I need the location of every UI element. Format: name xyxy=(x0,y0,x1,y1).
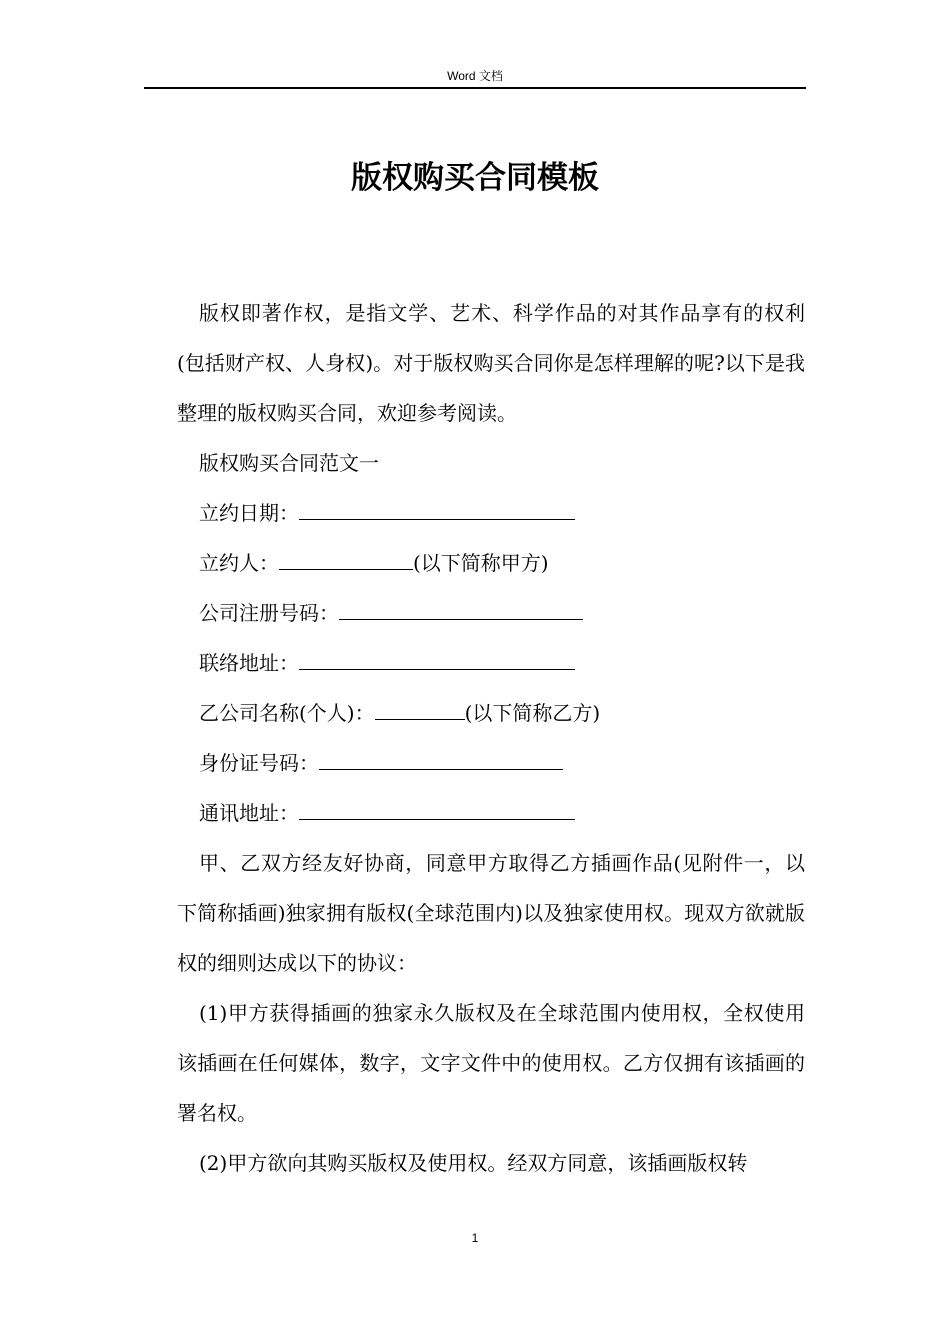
fill-in-blank[interactable] xyxy=(299,801,575,820)
document-title: 版权购买合同模板 xyxy=(351,160,599,196)
field-label: 通讯地址： xyxy=(199,801,299,825)
field-suffix: (以下简称乙方) xyxy=(464,701,601,725)
field-party-a xyxy=(177,538,805,588)
field-label: 联络地址： xyxy=(199,651,299,675)
field-party-b-name xyxy=(177,688,805,738)
intro-paragraph: 版权即著作权，是指文学、艺术、科学作品的对其作品享有的权利(包括财产权、人身权)。对于版权购买合同你是怎样理解的呢?以下是我整理的版权购买合同，欢迎参考阅读。 xyxy=(177,301,805,425)
field-mailing-address xyxy=(177,788,805,838)
clause-2: (2)甲方欲向其购买版权及使用权。经双方同意，该插画版权转 xyxy=(199,1151,748,1175)
page-header-label: Word 文档 xyxy=(447,69,503,83)
field-label: 立约日期： xyxy=(199,501,299,525)
clause-1: (1)甲方获得插画的独家永久版权及在全球范围内使用权，全权使用该插画在任何媒体，数字，文字文件中的使用权。乙方仅拥有该插画的署名权。 xyxy=(177,1001,805,1125)
field-label: 身份证号码： xyxy=(199,751,319,775)
fill-in-blank[interactable] xyxy=(279,551,413,570)
fill-in-blank[interactable] xyxy=(339,601,583,620)
field-contract-date xyxy=(177,488,805,538)
field-contact-address xyxy=(177,638,805,688)
fill-in-blank[interactable] xyxy=(299,501,575,520)
fill-in-blank[interactable] xyxy=(375,701,465,720)
field-label: 公司注册号码： xyxy=(199,601,339,625)
fill-in-blank[interactable] xyxy=(299,651,575,670)
section-heading: 版权购买合同范文一 xyxy=(199,451,379,475)
field-id-number xyxy=(177,738,805,788)
field-company-registration xyxy=(177,588,805,638)
field-label: 立约人： xyxy=(199,551,279,575)
header-divider xyxy=(144,87,806,89)
field-label: 乙公司名称(个人)： xyxy=(199,701,375,725)
field-suffix: (以下简称甲方) xyxy=(413,551,549,575)
document-body xyxy=(177,288,805,1188)
agreement-intro-paragraph: 甲、乙双方经友好协商，同意甲方取得乙方插画作品(见附件一，以下简称插画)独家拥有版权(全球范围内)以及独家使用权。现双方欲就版权的细则达成以下的协议： xyxy=(177,851,805,975)
page-number: 1 xyxy=(471,1231,479,1245)
fill-in-blank[interactable] xyxy=(319,751,563,770)
